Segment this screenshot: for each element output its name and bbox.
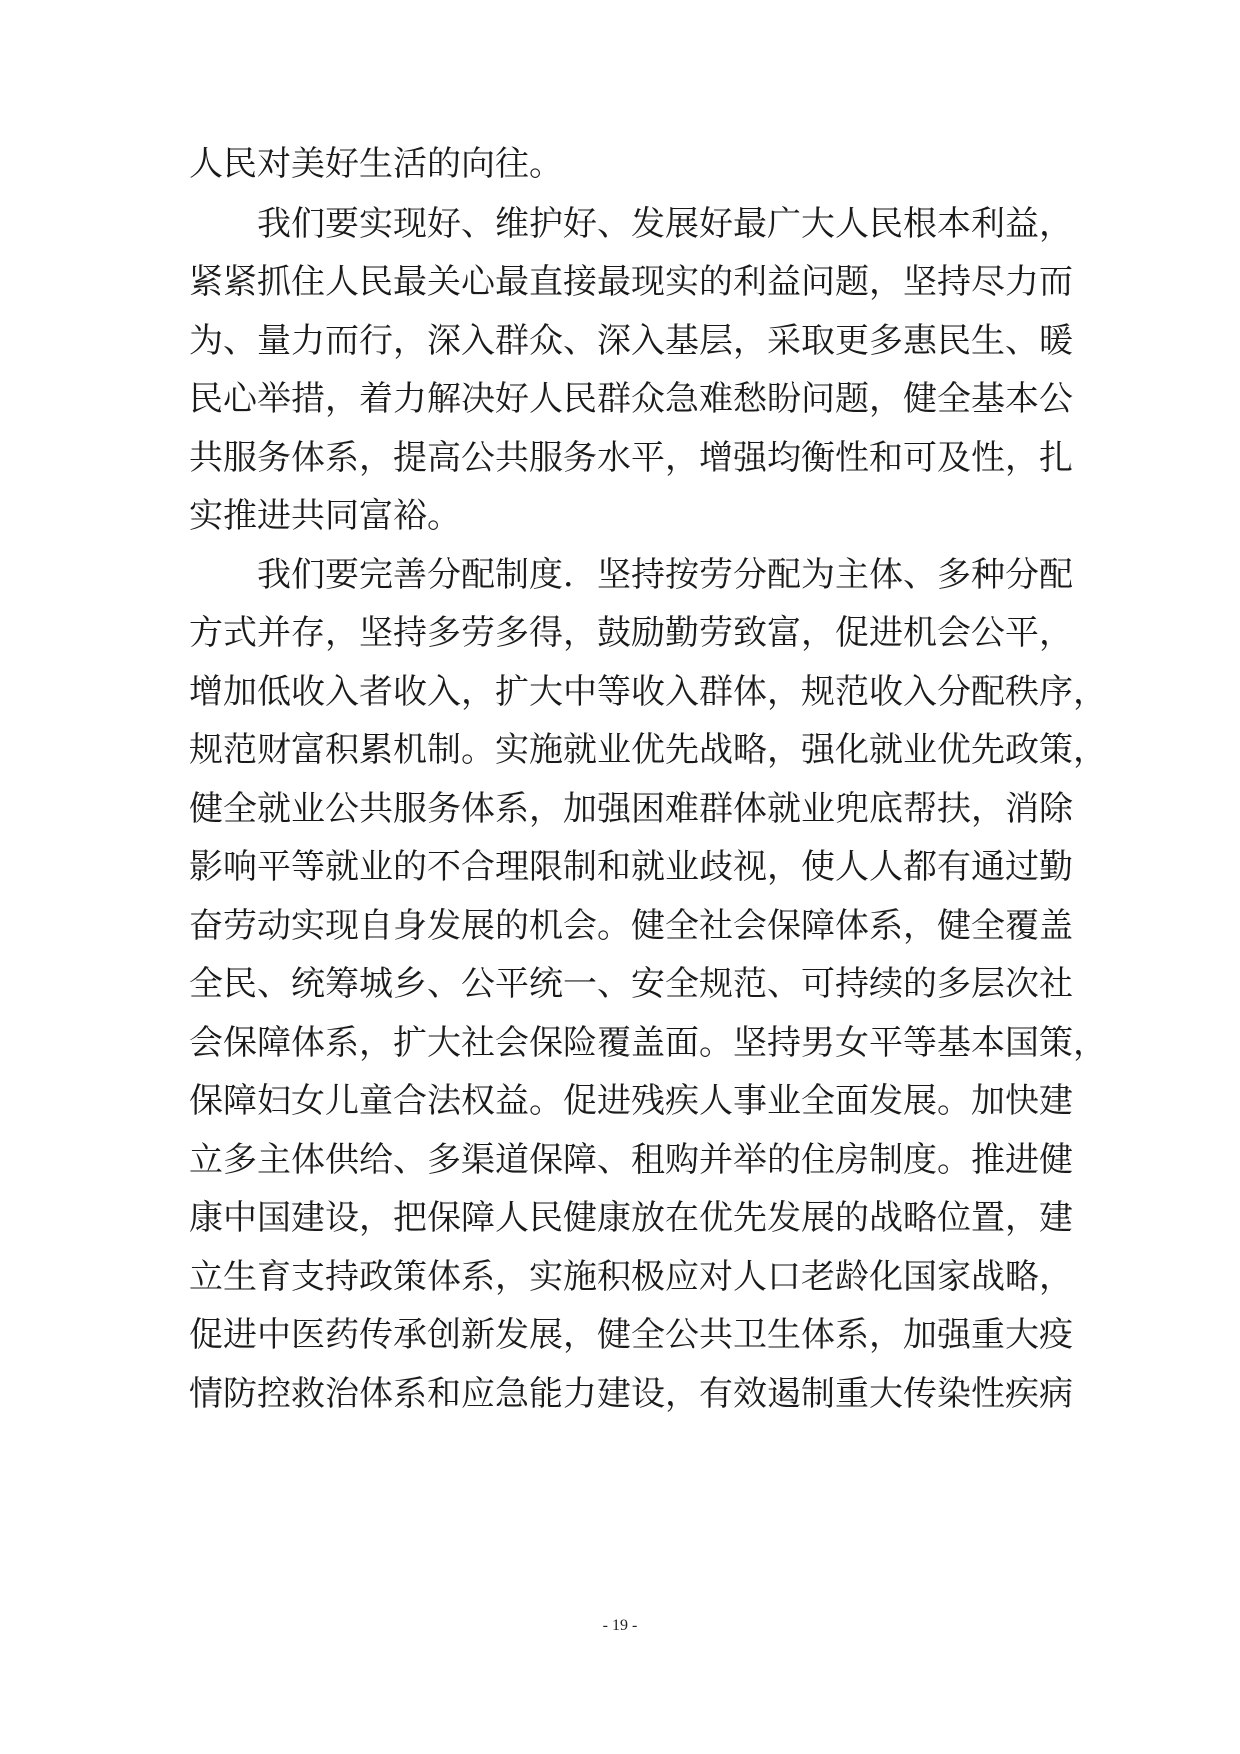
page-number: - 19 - bbox=[602, 1617, 638, 1634]
text-line: 共服务体系，提高公共服务水平，增强均衡性和可及性，扎 bbox=[189, 438, 1073, 478]
text-line: 我们要完善分配制度．坚持按劳分配为主体、多种分配 bbox=[189, 555, 1073, 595]
text-line: 促进中医药传承创新发展，健全公共卫生体系，加强重大疫 bbox=[189, 1315, 1073, 1355]
text-line: 立生育支持政策体系，实施积极应对人口老龄化国家战略， bbox=[189, 1257, 1073, 1297]
text-line: 民心举措，着力解决好人民群众急难愁盼问题，健全基本公 bbox=[189, 379, 1073, 419]
text-line: 方式并存，坚持多劳多得，鼓励勤劳致富，促进机会公平， bbox=[189, 613, 1073, 653]
text-line: 紧紧抓住人民最关心最直接最现实的利益问题，坚持尽力而 bbox=[189, 262, 1073, 302]
text-line: 人民对美好生活的向往。 bbox=[189, 144, 563, 184]
text-line: 情防控救治体系和应急能力建设，有效遏制重大传染性疾病 bbox=[189, 1374, 1073, 1414]
text-line: 康中国建设，把保障人民健康放在优先发展的战略位置，建 bbox=[189, 1198, 1073, 1238]
text-line: 增加低收入者收入，扩大中等收入群体，规范收入分配秩序， bbox=[189, 672, 1107, 712]
text-line: 实推进共同富裕。 bbox=[189, 496, 461, 536]
text-line: 影响平等就业的不合理限制和就业歧视，使人人都有通过勤 bbox=[189, 847, 1073, 887]
text-line: 为、量力而行，深入群众、深入基层，采取更多惠民生、暖 bbox=[189, 321, 1073, 361]
text-line: 规范财富积累机制。实施就业优先战略，强化就业优先政策， bbox=[189, 730, 1107, 770]
text-line: 全民、统筹城乡、公平统一、安全规范、可持续的多层次社 bbox=[189, 964, 1073, 1004]
text-line: 立多主体供给、多渠道保障、租购并举的住房制度。推进健 bbox=[189, 1140, 1073, 1180]
text-line: 奋劳动实现自身发展的机会。健全社会保障体系，健全覆盖 bbox=[189, 906, 1073, 946]
text-line: 我们要实现好、维护好、发展好最广大人民根本利益， bbox=[189, 204, 1073, 244]
text-line: 会保障体系，扩大社会保险覆盖面。坚持男女平等基本国策， bbox=[189, 1023, 1107, 1063]
text-line: 保障妇女儿童合法权益。促进残疾人事业全面发展。加快建 bbox=[189, 1081, 1073, 1121]
text-line: 健全就业公共服务体系，加强困难群体就业兜底帮扶，消除 bbox=[189, 789, 1073, 829]
